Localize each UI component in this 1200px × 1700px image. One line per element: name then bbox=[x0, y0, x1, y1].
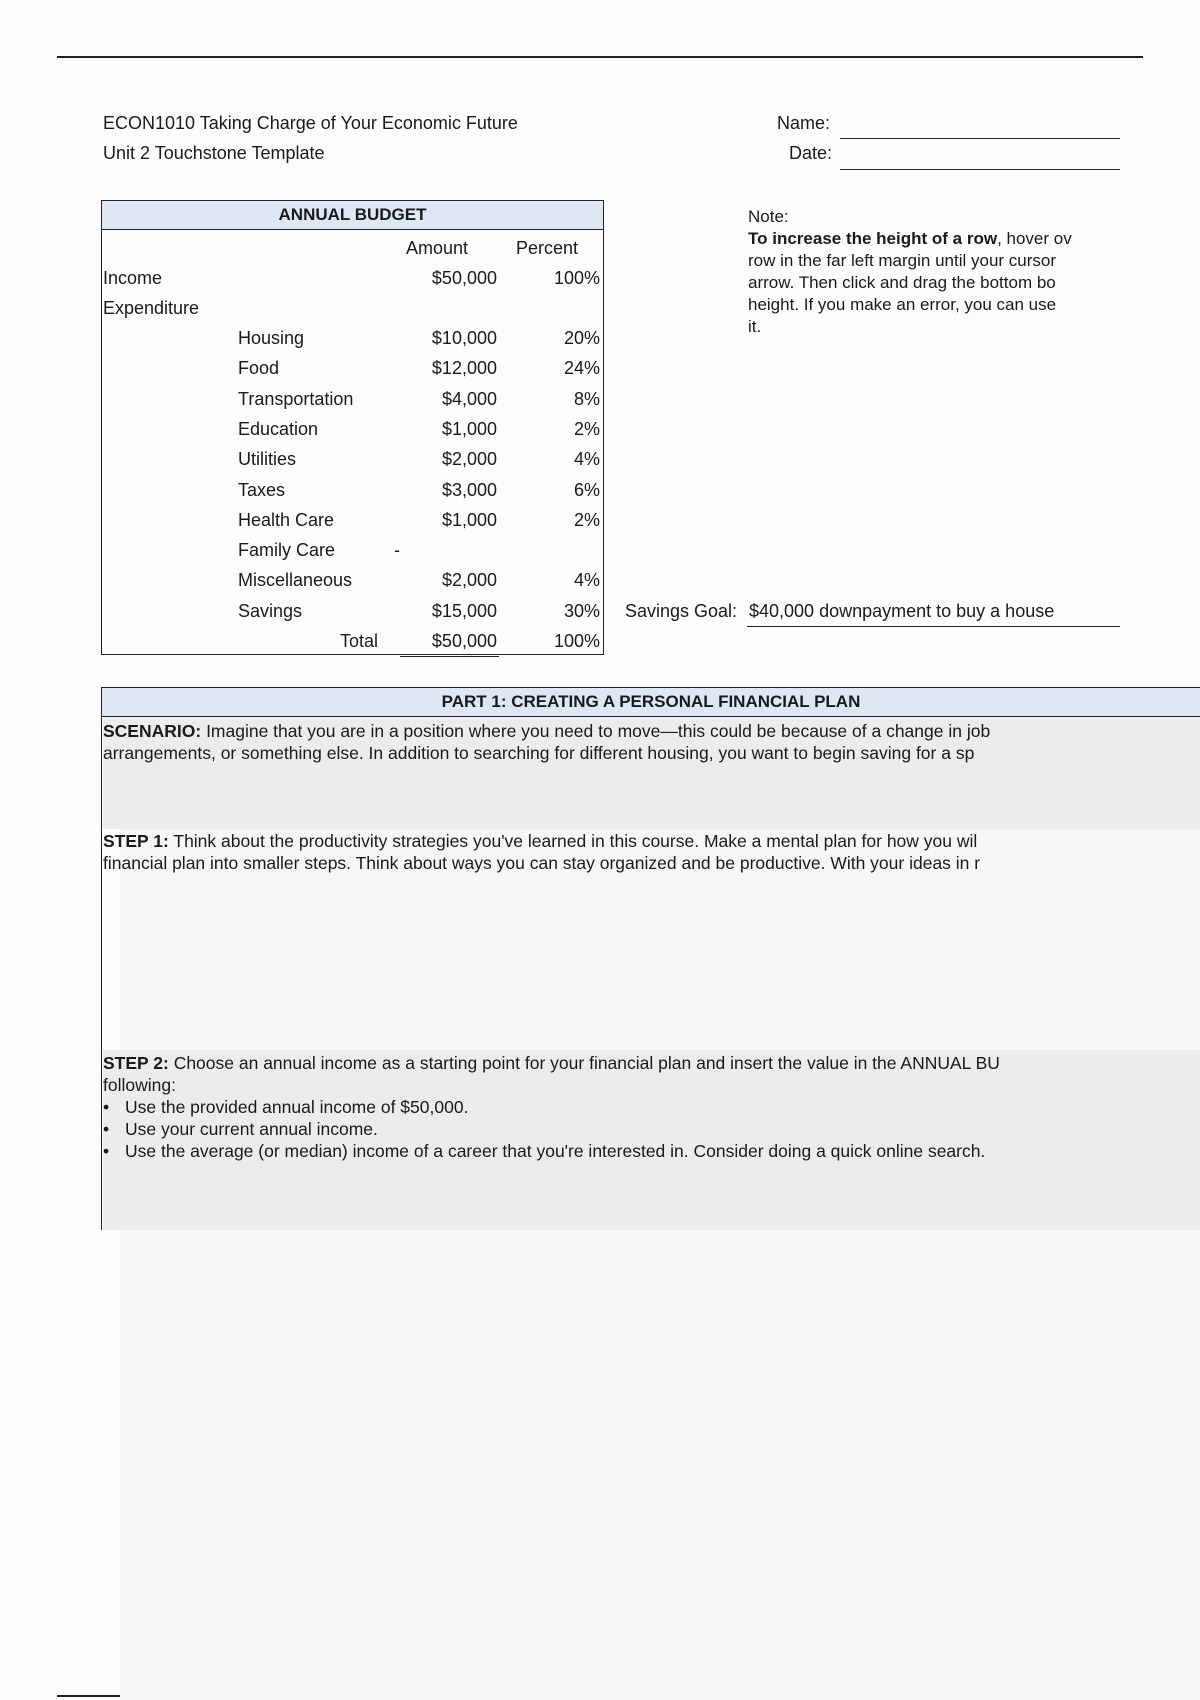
step1-line-1-text: Think about the productivity strategies you've learned in this course. Make a mental plan for how you wil bbox=[168, 831, 978, 851]
bullet-text: Use the provided annual income of $50,000. bbox=[125, 1097, 469, 1117]
expense-percent: 30% bbox=[563, 600, 600, 621]
expense-label: Housing bbox=[238, 328, 305, 348]
scenario-label: SCENARIO: bbox=[103, 721, 202, 741]
bullet-dot: • bbox=[103, 1141, 110, 1161]
expense-percent: 24% bbox=[563, 358, 600, 379]
expense-label: Taxes bbox=[238, 479, 286, 500]
annual-budget-title: ANNUAL BUDGET bbox=[101, 200, 604, 230]
date-label: Date: bbox=[789, 143, 833, 163]
total-amount: $50,000 bbox=[431, 631, 497, 651]
expense-percent: 2% bbox=[573, 509, 600, 530]
expense-amount[interactable]: - bbox=[394, 540, 400, 561]
expense-amount[interactable]: $2,000 bbox=[441, 449, 497, 470]
part1-title-bar bbox=[101, 687, 1200, 717]
step2-bullet-1 bbox=[103, 1096, 1123, 1118]
total-percent: 100% bbox=[553, 631, 600, 651]
bullet-dot: • bbox=[103, 1097, 110, 1117]
expense-label: Savings bbox=[238, 600, 303, 621]
expense-percent: 8% bbox=[573, 388, 600, 409]
date-field[interactable] bbox=[840, 169, 1120, 170]
scenario-line-1-text: Imagine that you are in a position where you need to move—this could be because of a change in job bbox=[201, 721, 991, 741]
note-line-4: height. If you make an error, you can use bbox=[748, 295, 1057, 314]
template-title: Unit 2 Touchstone Template bbox=[103, 143, 325, 163]
savings-goal-label: Savings Goal: bbox=[625, 601, 738, 621]
expense-amount[interactable]: $12,000 bbox=[431, 358, 497, 379]
part1-left-border bbox=[101, 717, 102, 1230]
expense-label: Transportation bbox=[238, 388, 354, 409]
step1-label: STEP 1: bbox=[103, 831, 169, 851]
step2-line-1-text: Choose an annual income as a starting point for your financial plan and insert the value in the ANNUAL BU bbox=[168, 1053, 1000, 1073]
expense-label: Education bbox=[238, 418, 319, 439]
name-label: Name: bbox=[777, 113, 831, 133]
total-amount-underline bbox=[400, 656, 499, 657]
expense-amount[interactable]: $2,000 bbox=[441, 570, 497, 591]
step1-line-1 bbox=[103, 830, 1123, 852]
scenario-text bbox=[103, 720, 1123, 764]
expense-amount[interactable]: $3,000 bbox=[441, 479, 497, 500]
scenario-line-2: arrangements, or something else. In addition to searching for different housing, you want to begin saving for a sp bbox=[103, 743, 975, 763]
expense-percent: 4% bbox=[573, 449, 600, 470]
note-line-5: it. bbox=[748, 317, 762, 336]
scenario-line-1 bbox=[103, 720, 1123, 742]
step2-bullet-2 bbox=[103, 1118, 1123, 1140]
expense-percent: 20% bbox=[563, 328, 600, 348]
income-percent: 100% bbox=[553, 268, 600, 288]
part1-title: PART 1: CREATING A PERSONAL FINANCIAL PLAN bbox=[441, 692, 861, 711]
expense-amount[interactable]: $1,000 bbox=[441, 418, 497, 439]
expense-amount[interactable]: $15,000 bbox=[431, 600, 497, 621]
step1-line-2: financial plan into smaller steps. Think about ways you can stay organized and be productive. With your ideas in r bbox=[103, 853, 981, 873]
savings-goal-underline bbox=[747, 626, 1120, 627]
step2-bullet-3 bbox=[103, 1140, 1123, 1162]
note-line-3: arrow. Then click and drag the bottom bo bbox=[748, 273, 1056, 292]
amount-header: Amount bbox=[406, 238, 469, 258]
expense-percent: 4% bbox=[573, 570, 600, 591]
annual-budget-table bbox=[101, 200, 604, 655]
expense-label: Utilities bbox=[238, 449, 297, 470]
expense-label: Family Care bbox=[238, 540, 336, 561]
note-line-1 bbox=[748, 228, 1123, 250]
expense-label: Food bbox=[238, 358, 280, 379]
note-bold: To increase the height of a row bbox=[748, 229, 998, 248]
expense-percent: 6% bbox=[573, 479, 600, 500]
percent-header: Percent bbox=[516, 238, 579, 258]
expense-amount[interactable]: $4,000 bbox=[441, 388, 497, 409]
step2-line-2: following: bbox=[103, 1075, 176, 1095]
income-amount[interactable]: $50,000 bbox=[431, 268, 497, 288]
name-field[interactable] bbox=[840, 138, 1120, 139]
note-line-2: row in the far left margin until your cursor bbox=[748, 251, 1057, 270]
note-box bbox=[748, 206, 1123, 338]
expense-label: Miscellaneous bbox=[238, 570, 353, 591]
expense-amount[interactable]: $10,000 bbox=[431, 328, 497, 348]
step1-text bbox=[103, 830, 1123, 874]
bullet-text: Use the average (or median) income of a career that you're interested in. Consider doing a quick online search. bbox=[125, 1141, 986, 1161]
top-rule bbox=[57, 56, 1143, 58]
income-label: Income bbox=[103, 268, 163, 288]
expense-label: Health Care bbox=[238, 509, 335, 530]
note-title: Note: bbox=[748, 207, 789, 226]
step2-label: STEP 2: bbox=[103, 1053, 169, 1073]
bullet-dot: • bbox=[103, 1119, 110, 1139]
bullet-text: Use your current annual income. bbox=[125, 1119, 378, 1139]
savings-goal-value[interactable]: $40,000 downpayment to buy a house bbox=[749, 601, 1055, 621]
total-label: Total bbox=[340, 631, 379, 651]
step2-text bbox=[103, 1052, 1123, 1162]
note-line-1-rest: , hover ov bbox=[997, 229, 1072, 248]
expense-amount[interactable]: $1,000 bbox=[441, 509, 497, 530]
expense-percent: 2% bbox=[573, 418, 600, 439]
expenditure-label: Expenditure bbox=[103, 298, 200, 318]
step2-line-1 bbox=[103, 1052, 1123, 1074]
course-title: ECON1010 Taking Charge of Your Economic Future bbox=[103, 113, 518, 133]
